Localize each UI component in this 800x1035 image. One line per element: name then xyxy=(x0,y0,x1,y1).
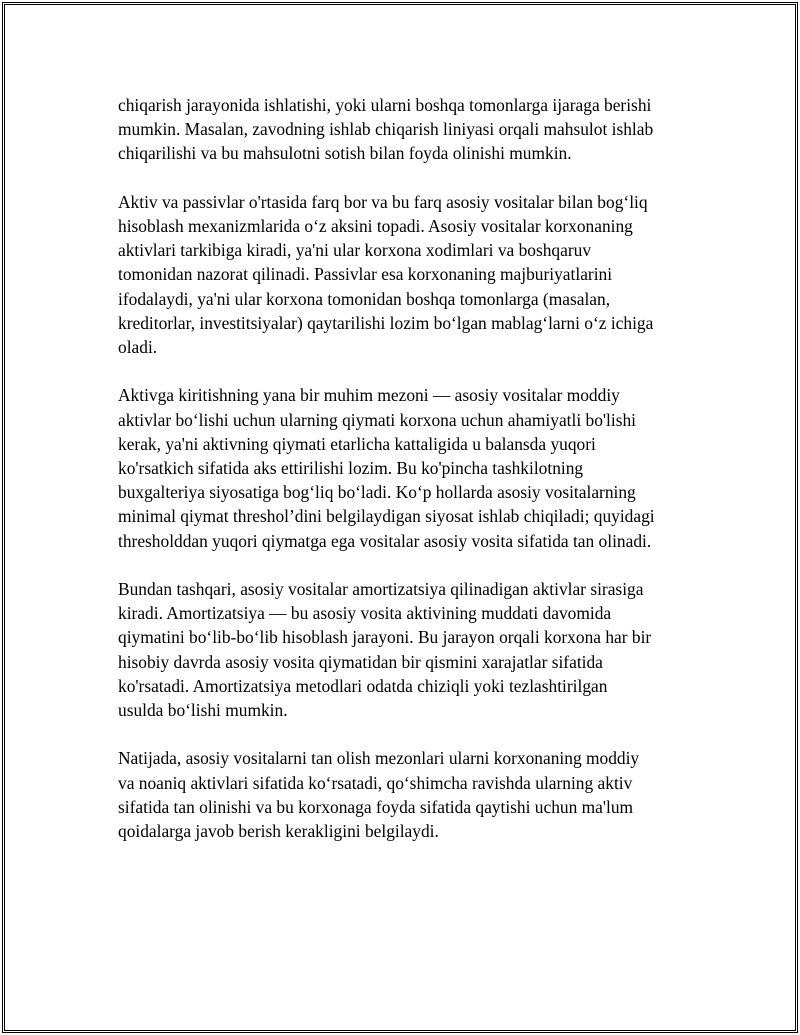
paragraph-1: chiqarish jarayonida ishlatishi, yoki ularni boshqa tomonlarga ijaraga berishi mumkin. Masalan, zavodning ishlab chiqarish liniyasi orqali mahsulot ishlab chiqarilishi va bu mahsulotni sotish bilan foyda olinishi mumkin. xyxy=(118,95,654,164)
paragraph-2: Aktiv va passivlar o'rtasida farq bor va bu farq asosiy vositalar bilan bog‘liq hisoblash mexanizmlarida o‘z aksini topadi. Asosiy vositalar korxonaning aktivlari tarkibiga kiradi, ya'ni ular korxona xodimlari va boshqaruv tomonidan nazorat qilinadi. Passivlar esa korxonaning majburiyatlarini ifodalaydi, ya'ni ular korxona tomonidan boshqa tomonlarga (masalan, kreditorlar, investitsiyalar) qaytarilishi lozim bo‘lgan mablag‘larni o‘z ichiga oladi. xyxy=(118,191,654,358)
document-body xyxy=(118,93,698,867)
paragraph-4: Bundan tashqari, asosiy vositalar amortizatsiya qilinadigan aktivlar sirasiga kiradi. Amortizatsiya — bu asosiy vosita aktivining muddati davomida qiymatini bo‘lib-bo‘lib hisoblash jarayoni. Bu jarayon orqali korxona har bir hisobiy davrda asosiy vosita qiymatidan bir qismini xarajatlar sifatida ko'rsatadi. Amortizatsiya metodlari odatda chiziqli yoki tezlashtirilgan usulda bo‘lishi mumkin. xyxy=(118,579,652,721)
paragraph-5: Natijada, asosiy vositalarni tan olish mezonlari ularni korxonaning moddiy va noaniq aktivlari sifatida ko‘rsatadi, qo‘shimcha ravishda ularning aktiv sifatida tan olinishi va bu korxonaga foyda sifatida qaytishi uchun ma'lum qoidalarga javob berish kerakligini belgilaydi. xyxy=(118,748,640,842)
paragraph-3: Aktivga kiritishning yana bir muhim mezoni — asosiy vositalar moddiy aktivlar bo‘lishi uchun ularning qiymati korxona uchun ahamiyatli bo'lishi kerak, ya'ni aktivning qiymati etarlicha kattaligida u balansda yuqori ko'rsatkich sifatida aks ettirilishi lozim. Bu ko'pincha tashkilotning buxgalteriya siyosatiga bog‘liq bo‘ladi. Ko‘p hollarda asosiy vositalarning minimal qiymat threshol’dini belgilaydigan siyosat ishlab chiqiladi; quyidagi thresholddan yuqori qiymatga ega vositalar asosiy vosita sifatida tan olinadi. xyxy=(118,385,655,551)
